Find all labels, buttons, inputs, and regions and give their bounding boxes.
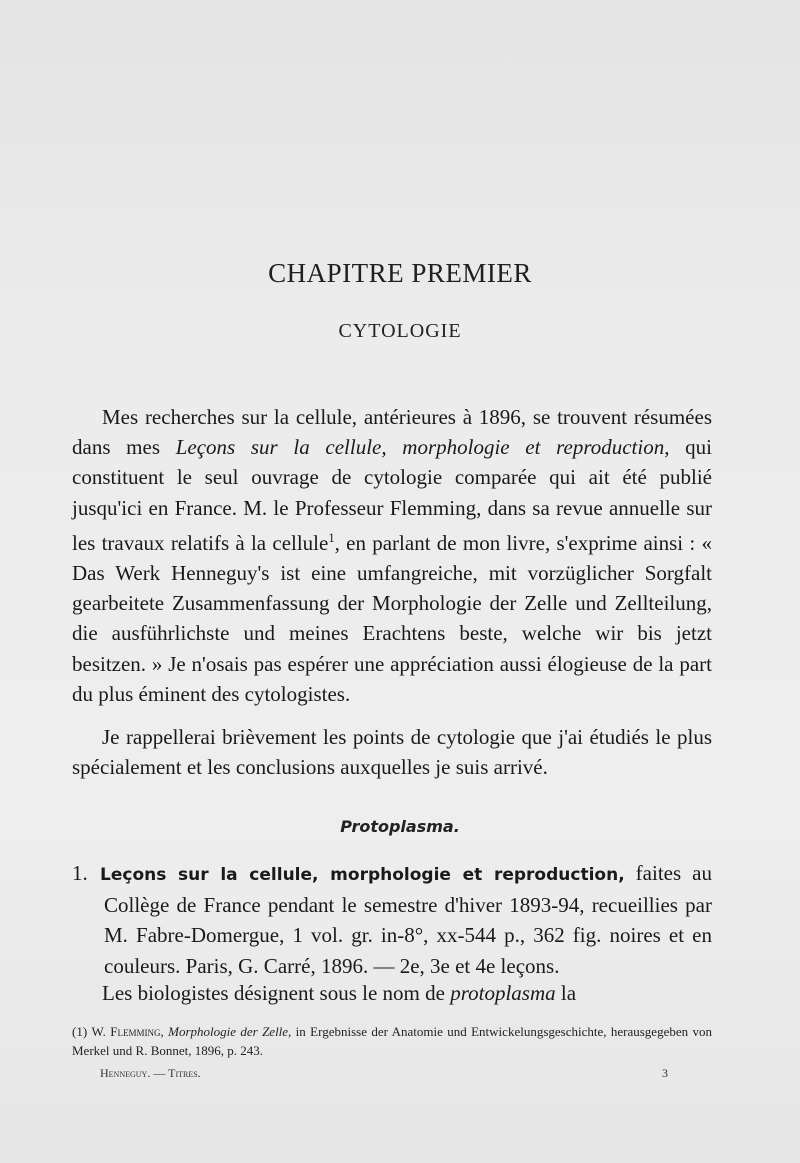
footnote-title: Morphologie der Zelle, xyxy=(168,1024,292,1039)
paragraph-summary: Je rappellerai brièvement les points de cytologie que j'ai étudiés le plus spécialement et les conclusions auxquelles je suis arrivé. xyxy=(72,725,712,780)
running-footer: Henneguy. — Titres. xyxy=(100,1066,201,1080)
book-title: Leçons sur la cellule, morphologie et reproduction xyxy=(175,435,665,460)
bibliography-entry xyxy=(72,858,712,981)
footnote-author: W. Flemming, xyxy=(91,1024,164,1039)
paragraph-text: , qui constituent le seul ouvrage de cytologie comparée qui ait été publié jusqu'ici en France. M. le Professeur Flemming, dans sa revue annuelle sur les travaux relatifs à la cellule xyxy=(72,435,712,555)
paragraph-protoplasma xyxy=(72,978,712,1008)
page-footer xyxy=(100,1066,668,1081)
paragraph-text: , en parlant de mon livre, s'exprime ainsi : « Das Werk Henneguy's ist eine umfangreiche, mit vorzüglicher Sorgfalt gearbeitete Zusammenfassung der Morphologie der Zelle und Zellteilung, die ausführlichste und meines Erachtens beste, welche wir bis jetzt besitzen. » Je n'osais pas espérer une appréciation aussi élogieuse de la part du plus éminent des cytologistes. xyxy=(72,530,712,706)
chapter-subtitle: CYTOLOGIE xyxy=(338,320,462,342)
footnote-text: in Ergebnisse der Anatomie und Entwickelungsgeschichte, herausgegeben von Merkel und R. Bonnet, 1896, p. 243. xyxy=(72,1024,712,1058)
section-title: Protoplasma. xyxy=(340,817,460,836)
footnote-ref: 1 xyxy=(328,530,335,545)
footnote xyxy=(72,1022,712,1060)
paragraph-text: la xyxy=(555,981,577,1005)
chapter-title: CHAPITRE PREMIER xyxy=(268,258,532,288)
entry-number: 1. xyxy=(72,861,88,885)
term: protoplasma xyxy=(450,981,556,1005)
entry-text: faites au Collège de France pendant le semestre d'hiver 1893-94, recueillies par M. Fabre-Domergue, 1 vol. gr. in-8°, xx-544 p., 362 fig. noires et en couleurs. Paris, G. Carré, 1896. — 2e, 3e et 4e leçons. xyxy=(104,861,712,978)
footnote-marker: (1) xyxy=(72,1024,88,1039)
paragraph-text: Les biologistes désignent sous le nom de xyxy=(102,981,451,1005)
entry-title: Leçons sur la cellule, morphologie et reproduction, xyxy=(100,865,625,885)
paragraph-text: Mes recherches sur la cellule, antérieures à 1896, se trouvent résumées dans mes xyxy=(72,405,712,460)
paragraph-intro xyxy=(72,402,712,709)
page-number: 3 xyxy=(662,1066,668,1080)
